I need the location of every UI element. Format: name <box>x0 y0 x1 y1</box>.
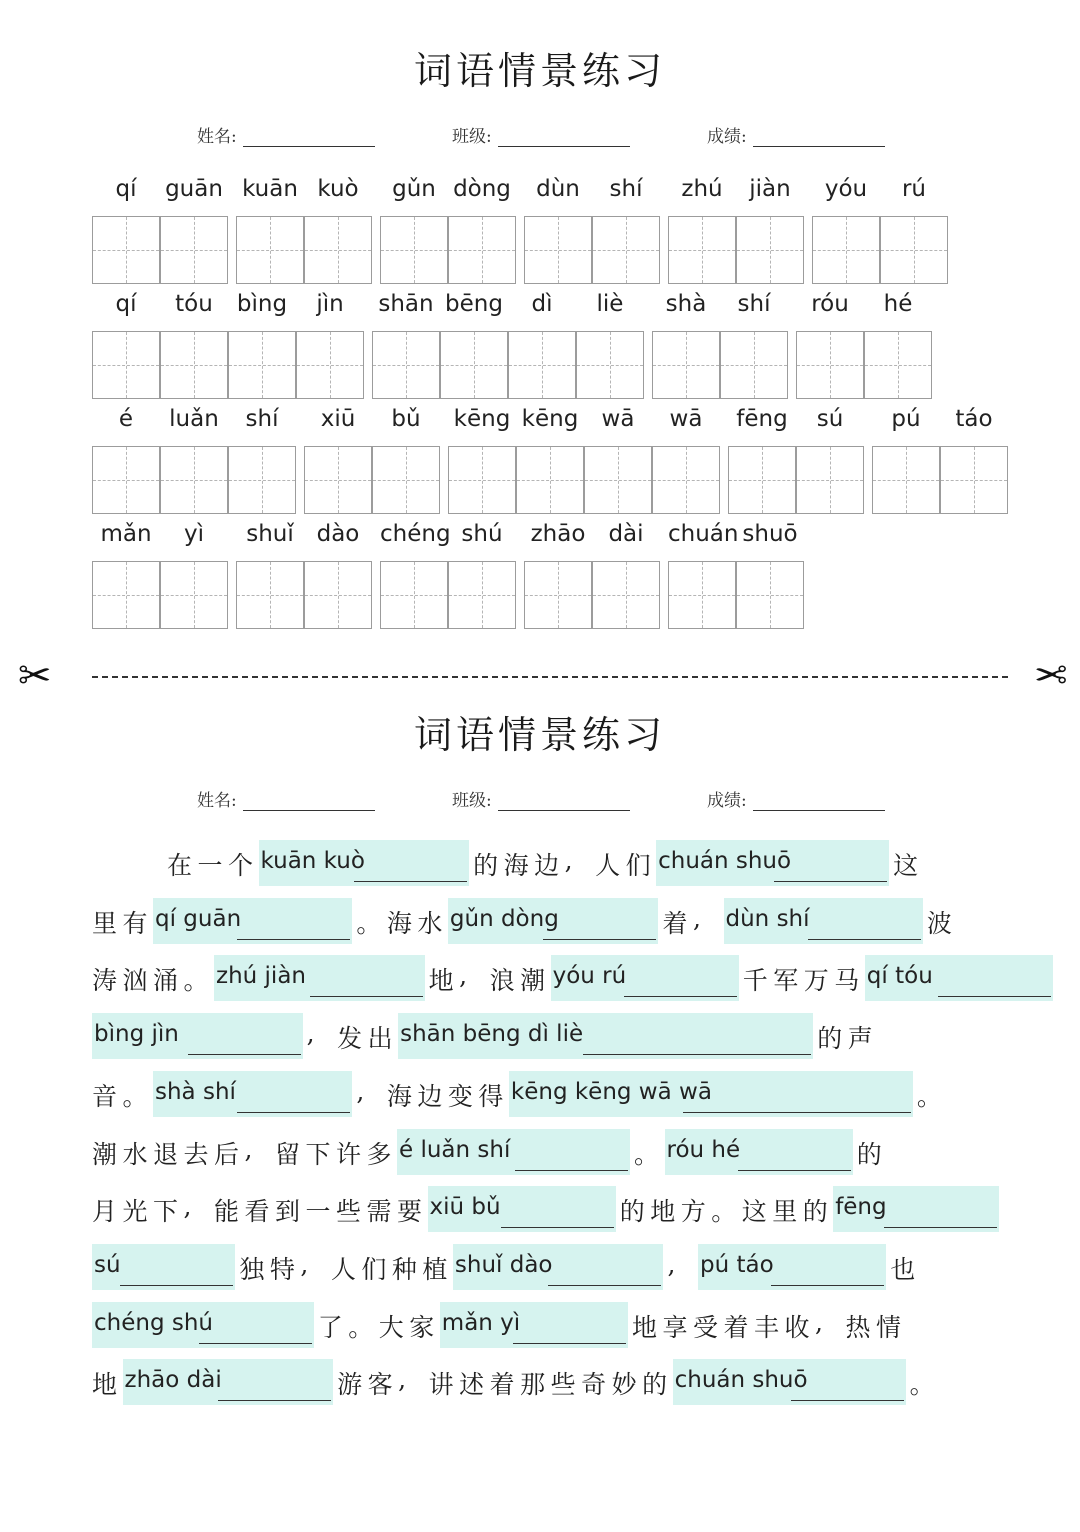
paragraph-line <box>92 898 1022 944</box>
pinyin-label: liè <box>596 291 624 317</box>
writing-box[interactable] <box>448 446 516 514</box>
paragraph-line <box>92 840 1022 886</box>
story-text: 特 <box>269 1254 295 1284</box>
pinyin-label: jiàn <box>749 176 791 202</box>
story-text: , <box>356 1076 365 1106</box>
pinyin-label: zhāo <box>530 521 586 547</box>
writing-box[interactable] <box>92 446 160 514</box>
blank-pinyin: qí tóu <box>866 963 933 990</box>
pinyin-label: wā <box>669 406 703 432</box>
story-text: 涛 <box>92 966 118 996</box>
pinyin-label: shà <box>665 291 707 317</box>
story-text: 的 <box>817 1024 843 1054</box>
class-field[interactable]: 班级: <box>452 786 630 811</box>
story-text: 得 <box>478 1081 504 1111</box>
paragraph-line <box>92 1359 1022 1405</box>
pinyin-label: é <box>118 406 134 432</box>
pinyin-label: yì <box>183 521 204 547</box>
story-text: 游 <box>337 1370 363 1400</box>
story-text: 。 <box>711 1197 737 1227</box>
pinyin-label: kēng <box>521 406 579 432</box>
story-text: 些 <box>336 1197 362 1227</box>
answer-blank[interactable] <box>259 840 470 886</box>
story-text: 也 <box>890 1254 916 1284</box>
answer-underline <box>738 1170 851 1171</box>
story-text: 们 <box>625 851 651 880</box>
story-text: 的 <box>642 1370 668 1400</box>
writing-box[interactable] <box>516 446 584 514</box>
writing-box[interactable] <box>940 446 1008 514</box>
answer-underline <box>513 1343 626 1344</box>
story-text: 地 <box>650 1197 676 1227</box>
answer-blank[interactable] <box>453 1244 664 1290</box>
paragraph-line <box>92 1186 1022 1232</box>
story-text: 。 <box>183 966 209 996</box>
story-text: 后 <box>214 1139 240 1169</box>
answer-blank[interactable] <box>673 1359 906 1405</box>
answer-underline <box>884 1227 997 1228</box>
worksheet2-info <box>0 786 1080 816</box>
story-text: 水 <box>122 1139 148 1169</box>
blank-pinyin: chuán shuō <box>658 848 792 874</box>
pinyin-label: shí <box>737 291 771 317</box>
writing-box[interactable] <box>380 561 448 629</box>
pinyin-label: dòng <box>453 176 511 202</box>
story-text: 汹 <box>122 966 148 996</box>
answer-underline <box>583 1054 811 1055</box>
blank-pinyin: shà shí <box>155 1078 236 1105</box>
writing-box[interactable] <box>584 446 652 514</box>
story-text: 。 <box>348 1312 374 1342</box>
pinyin-label: bǔ <box>391 406 421 432</box>
paragraph-line <box>92 1071 1022 1117</box>
story-text: 发 <box>337 1024 363 1054</box>
story-text: 方 <box>680 1197 706 1227</box>
writing-box[interactable] <box>728 446 796 514</box>
story-text: 些 <box>550 1370 576 1400</box>
story-text: 下 <box>153 1197 179 1227</box>
writing-box[interactable] <box>524 216 592 284</box>
blank-pinyin: zhú jiàn <box>216 963 306 990</box>
story-text: 军 <box>773 966 799 996</box>
pinyin-label: qí <box>115 291 137 317</box>
paragraph-line <box>92 955 1022 1001</box>
pinyin-label: chuán <box>668 521 739 547</box>
story-text: 客 <box>367 1370 393 1400</box>
answer-underline <box>120 1285 233 1286</box>
answer-underline <box>938 996 1051 997</box>
answer-underline <box>218 1400 331 1401</box>
pinyin-label: guān <box>165 176 223 202</box>
answer-underline <box>548 1285 661 1286</box>
writing-box[interactable] <box>236 561 304 629</box>
pinyin-label: luǎn <box>169 406 219 432</box>
story-text: 浪 <box>489 966 515 996</box>
story-text: 奇 <box>581 1370 607 1400</box>
writing-box[interactable] <box>736 216 804 284</box>
answer-blank[interactable] <box>656 840 889 886</box>
writing-box[interactable] <box>296 331 364 399</box>
story-text: 里 <box>772 1197 798 1227</box>
story-text: 音 <box>92 1081 118 1111</box>
pinyin-label: wā <box>601 406 635 432</box>
story-text: 植 <box>422 1254 448 1284</box>
pinyin-label: gǔn <box>392 176 436 202</box>
story-text: 们 <box>361 1254 387 1284</box>
scissor-icon: ✂ <box>18 653 52 699</box>
writing-box[interactable] <box>92 331 160 399</box>
pinyin-label: fēng <box>736 406 788 432</box>
story-text: 出 <box>367 1024 393 1054</box>
answer-blank[interactable] <box>153 898 352 944</box>
story-text: 地 <box>428 966 454 996</box>
pinyin-label: bēng <box>445 291 503 317</box>
answer-underline <box>354 881 467 882</box>
pinyin-label: kuò <box>317 176 359 202</box>
story-text: 。 <box>916 1081 942 1111</box>
writing-box[interactable] <box>668 216 736 284</box>
story-text: 下 <box>305 1139 331 1169</box>
story-text: 要 <box>397 1197 423 1227</box>
score-field[interactable]: 成绩: <box>707 122 885 147</box>
story-text: 热 <box>845 1312 871 1342</box>
writing-box[interactable] <box>576 331 644 399</box>
writing-box[interactable] <box>372 446 440 514</box>
blank-pinyin: zhāo dài <box>124 1367 222 1394</box>
answer-underline <box>808 939 921 940</box>
story-text: 讲 <box>428 1370 454 1400</box>
story-text: 月 <box>92 1197 118 1227</box>
pinyin-label: jìn <box>316 291 344 317</box>
story-text: , <box>459 961 468 991</box>
story-text: 到 <box>275 1197 301 1227</box>
story-text: , <box>244 1134 253 1164</box>
story-text: 一 <box>197 851 223 880</box>
story-text: 那 <box>520 1370 546 1400</box>
story-text: 能 <box>214 1197 240 1227</box>
writing-box[interactable] <box>228 446 296 514</box>
story-text: , <box>398 1365 407 1395</box>
story-text: 收 <box>784 1312 810 1342</box>
writing-box[interactable] <box>592 216 660 284</box>
story-text: 享 <box>662 1312 688 1342</box>
blank-pinyin: é luǎn shí <box>399 1136 511 1163</box>
story-text: 边 <box>417 1081 443 1111</box>
blank-pinyin: fēng <box>835 1194 887 1221</box>
story-text: 受 <box>693 1312 719 1342</box>
story-text: 涌 <box>153 966 179 996</box>
pinyin-label: shí <box>609 176 643 202</box>
answer-underline <box>188 1054 301 1055</box>
writing-box[interactable] <box>160 216 228 284</box>
story-text: 丰 <box>754 1312 780 1342</box>
blank-pinyin: kuān kuò <box>260 848 365 874</box>
blank-pinyin: qí guān <box>155 905 242 932</box>
blank-pinyin: bìng jìn <box>94 1021 179 1048</box>
story-text: 这 <box>893 851 919 880</box>
worksheet1-title: 词语情景练习 <box>413 49 666 93</box>
answer-underline <box>774 881 887 882</box>
writing-box[interactable] <box>380 216 448 284</box>
blank-pinyin: chéng shú <box>94 1309 213 1336</box>
pinyin-label: kuān <box>242 176 298 202</box>
pinyin-label: pú <box>891 406 921 432</box>
story-text: , <box>300 1249 309 1279</box>
pinyin-label: bìng <box>236 291 288 317</box>
story-text: 妙 <box>611 1370 637 1400</box>
story-text: 光 <box>122 1197 148 1227</box>
blank-pinyin: xiū bǔ <box>429 1194 501 1221</box>
story-text: 一 <box>305 1197 331 1227</box>
story-text: 这 <box>741 1197 767 1227</box>
cut-line <box>92 676 1008 678</box>
pinyin-label: sú <box>816 406 844 432</box>
story-text: 边 <box>534 851 560 880</box>
story-text: 海 <box>386 1081 412 1111</box>
story-text: 情 <box>876 1312 902 1342</box>
pinyin-label: shān <box>378 291 434 317</box>
story-text: 了 <box>317 1312 343 1342</box>
pinyin-label: zhú <box>681 176 723 202</box>
pinyin-label: chéng <box>380 521 451 547</box>
class-field[interactable]: 班级: <box>452 122 630 147</box>
writing-box[interactable] <box>812 216 880 284</box>
answer-underline <box>624 996 737 997</box>
writing-box[interactable] <box>236 216 304 284</box>
story-text: 的 <box>473 851 499 880</box>
story-text: , <box>564 846 573 875</box>
story-text: 着 <box>489 1370 515 1400</box>
story-text: 独 <box>239 1254 265 1284</box>
pinyin-label: dài <box>608 521 644 547</box>
paragraph-line <box>92 1013 1022 1059</box>
story-text: 大 <box>378 1312 404 1342</box>
story-text: 许 <box>336 1139 362 1169</box>
answer-blank[interactable] <box>92 1244 235 1290</box>
pinyin-label: xiū <box>320 406 356 432</box>
writing-box[interactable] <box>508 331 576 399</box>
writing-box[interactable] <box>524 561 592 629</box>
answer-blank[interactable] <box>448 898 659 944</box>
blank-pinyin: shān bēng dì liè <box>400 1021 584 1048</box>
paragraph-line <box>92 1302 1022 1348</box>
answer-underline <box>501 1227 614 1228</box>
story-text: 地 <box>632 1312 658 1342</box>
pinyin-label: hé <box>883 291 913 317</box>
writing-box[interactable] <box>652 446 720 514</box>
pinyin-label: dào <box>316 521 360 547</box>
writing-box[interactable] <box>228 331 296 399</box>
worksheet2-title: 词语情景练习 <box>413 713 666 757</box>
pinyin-label: yóu <box>824 176 868 202</box>
story-text: 去 <box>183 1139 209 1169</box>
story-text: 有 <box>122 908 148 938</box>
story-text: 人 <box>330 1254 356 1284</box>
blank-pinyin: róu hé <box>666 1136 741 1163</box>
story-text: 着 <box>723 1312 749 1342</box>
answer-blank[interactable] <box>153 1071 352 1117</box>
blank-pinyin: gǔn dòng <box>449 905 559 932</box>
answer-blank[interactable] <box>865 955 1053 1001</box>
score-field[interactable]: 成绩: <box>707 786 885 811</box>
writing-box[interactable] <box>592 561 660 629</box>
pinyin-label: shí <box>245 406 279 432</box>
story-text: 退 <box>153 1139 179 1169</box>
blank-pinyin: sú <box>94 1251 121 1278</box>
story-text: 千 <box>742 966 768 996</box>
answer-blank[interactable] <box>397 1129 630 1175</box>
name-field[interactable]: 姓名: <box>197 786 375 811</box>
story-text: 海 <box>503 851 529 880</box>
story-text: 人 <box>595 851 621 880</box>
story-text: 。 <box>122 1081 148 1111</box>
story-text: 的 <box>802 1197 828 1227</box>
story-text: 波 <box>926 908 952 938</box>
story-text: , <box>667 1249 676 1279</box>
story-text: 里 <box>92 908 118 938</box>
answer-underline <box>683 1112 911 1113</box>
paragraph-line <box>92 1129 1022 1175</box>
story-text: 海 <box>386 908 412 938</box>
story-text: 看 <box>244 1197 270 1227</box>
story-text: 万 <box>803 966 829 996</box>
writing-box[interactable] <box>796 446 864 514</box>
pinyin-label: shú <box>461 521 503 547</box>
writing-box[interactable] <box>160 446 228 514</box>
blank-pinyin: pú táo <box>700 1251 774 1278</box>
writing-box[interactable] <box>448 216 516 284</box>
writing-box[interactable] <box>864 331 932 399</box>
pinyin-label: qí <box>115 176 137 202</box>
pinyin-label: róu <box>811 291 849 317</box>
scissor-icon: ✂ <box>1034 653 1068 699</box>
blank-pinyin: kēng kēng wā wā <box>510 1078 712 1105</box>
pinyin-label: mǎn <box>100 521 152 547</box>
blank-pinyin: yóu rú <box>552 963 627 990</box>
pinyin-label: kēng <box>453 406 511 432</box>
story-text: 个 <box>228 851 254 880</box>
writing-box[interactable] <box>160 331 228 399</box>
name-field[interactable]: 姓名: <box>197 122 375 147</box>
answer-underline <box>791 1400 904 1401</box>
writing-box[interactable] <box>720 331 788 399</box>
story-text: 潮 <box>92 1139 118 1169</box>
pinyin-label: rú <box>901 176 927 202</box>
writing-box[interactable] <box>304 561 372 629</box>
pinyin-label: shuō <box>742 521 798 547</box>
story-text: 。 <box>634 1139 660 1169</box>
story-text: 的 <box>856 1139 882 1169</box>
writing-box[interactable] <box>92 561 160 629</box>
writing-box[interactable] <box>304 216 372 284</box>
story-text: 着 <box>662 908 688 938</box>
story-text: 声 <box>847 1024 873 1054</box>
answer-blank[interactable] <box>123 1359 334 1405</box>
pinyin-label: tóu <box>175 291 213 317</box>
worksheet1-info <box>0 122 1080 152</box>
answer-underline <box>237 939 350 940</box>
story-text: , <box>306 1019 315 1049</box>
writing-box[interactable] <box>92 216 160 284</box>
answer-blank[interactable] <box>428 1186 616 1232</box>
answer-blank[interactable] <box>551 955 739 1001</box>
story-text: 变 <box>447 1081 473 1111</box>
answer-blank[interactable] <box>398 1013 813 1059</box>
story-text: 。 <box>909 1370 935 1400</box>
blank-pinyin: shuǐ dào <box>454 1251 553 1278</box>
story-text: , <box>693 903 701 933</box>
answer-blank[interactable] <box>665 1129 853 1175</box>
answer-underline <box>199 1343 312 1344</box>
story-text: 种 <box>391 1254 417 1284</box>
answer-blank[interactable] <box>92 1302 314 1348</box>
writing-box[interactable] <box>440 331 508 399</box>
writing-box[interactable] <box>880 216 948 284</box>
story-text: 留 <box>275 1139 301 1169</box>
story-text: , <box>183 1192 192 1222</box>
writing-box[interactable] <box>652 331 720 399</box>
writing-box[interactable] <box>736 561 804 629</box>
answer-underline <box>515 1170 628 1171</box>
story-text: 在 <box>167 851 193 880</box>
story-text: 的 <box>619 1197 645 1227</box>
answer-underline <box>543 939 656 940</box>
story-text: 多 <box>366 1139 392 1169</box>
writing-box[interactable] <box>372 331 440 399</box>
story-text: , <box>815 1307 823 1337</box>
blank-pinyin: mǎn yì <box>441 1309 521 1336</box>
answer-blank[interactable] <box>440 1302 628 1348</box>
writing-box[interactable] <box>160 561 228 629</box>
pinyin-label: dùn <box>536 176 580 202</box>
answer-underline <box>771 1285 884 1286</box>
story-text: 家 <box>409 1312 435 1342</box>
writing-box[interactable] <box>304 446 372 514</box>
paragraph-line <box>92 1244 1022 1290</box>
story-text: 述 <box>459 1370 485 1400</box>
answer-underline <box>237 1112 350 1113</box>
story-text: 。 <box>356 908 382 938</box>
pinyin-label: dì <box>531 291 553 317</box>
story-text: 水 <box>417 908 443 938</box>
pinyin-label: táo <box>955 406 993 432</box>
writing-box[interactable] <box>668 561 736 629</box>
blank-pinyin: chuán shuō <box>674 1367 808 1394</box>
answer-blank[interactable] <box>509 1071 913 1117</box>
writing-box[interactable] <box>796 331 864 399</box>
answer-blank[interactable] <box>724 898 923 944</box>
answer-blank[interactable] <box>698 1244 886 1290</box>
story-text: 需 <box>366 1197 392 1227</box>
answer-blank[interactable] <box>92 1013 303 1059</box>
pinyin-label: shuǐ <box>246 521 294 547</box>
story-text: 地 <box>92 1370 118 1400</box>
answer-blank[interactable] <box>214 955 425 1001</box>
writing-box[interactable] <box>448 561 516 629</box>
answer-blank[interactable] <box>833 1186 999 1232</box>
blank-pinyin: dùn shí <box>725 905 810 932</box>
story-text: 马 <box>834 966 860 996</box>
story-text: 潮 <box>520 966 546 996</box>
writing-box[interactable] <box>872 446 940 514</box>
answer-underline <box>310 996 423 997</box>
